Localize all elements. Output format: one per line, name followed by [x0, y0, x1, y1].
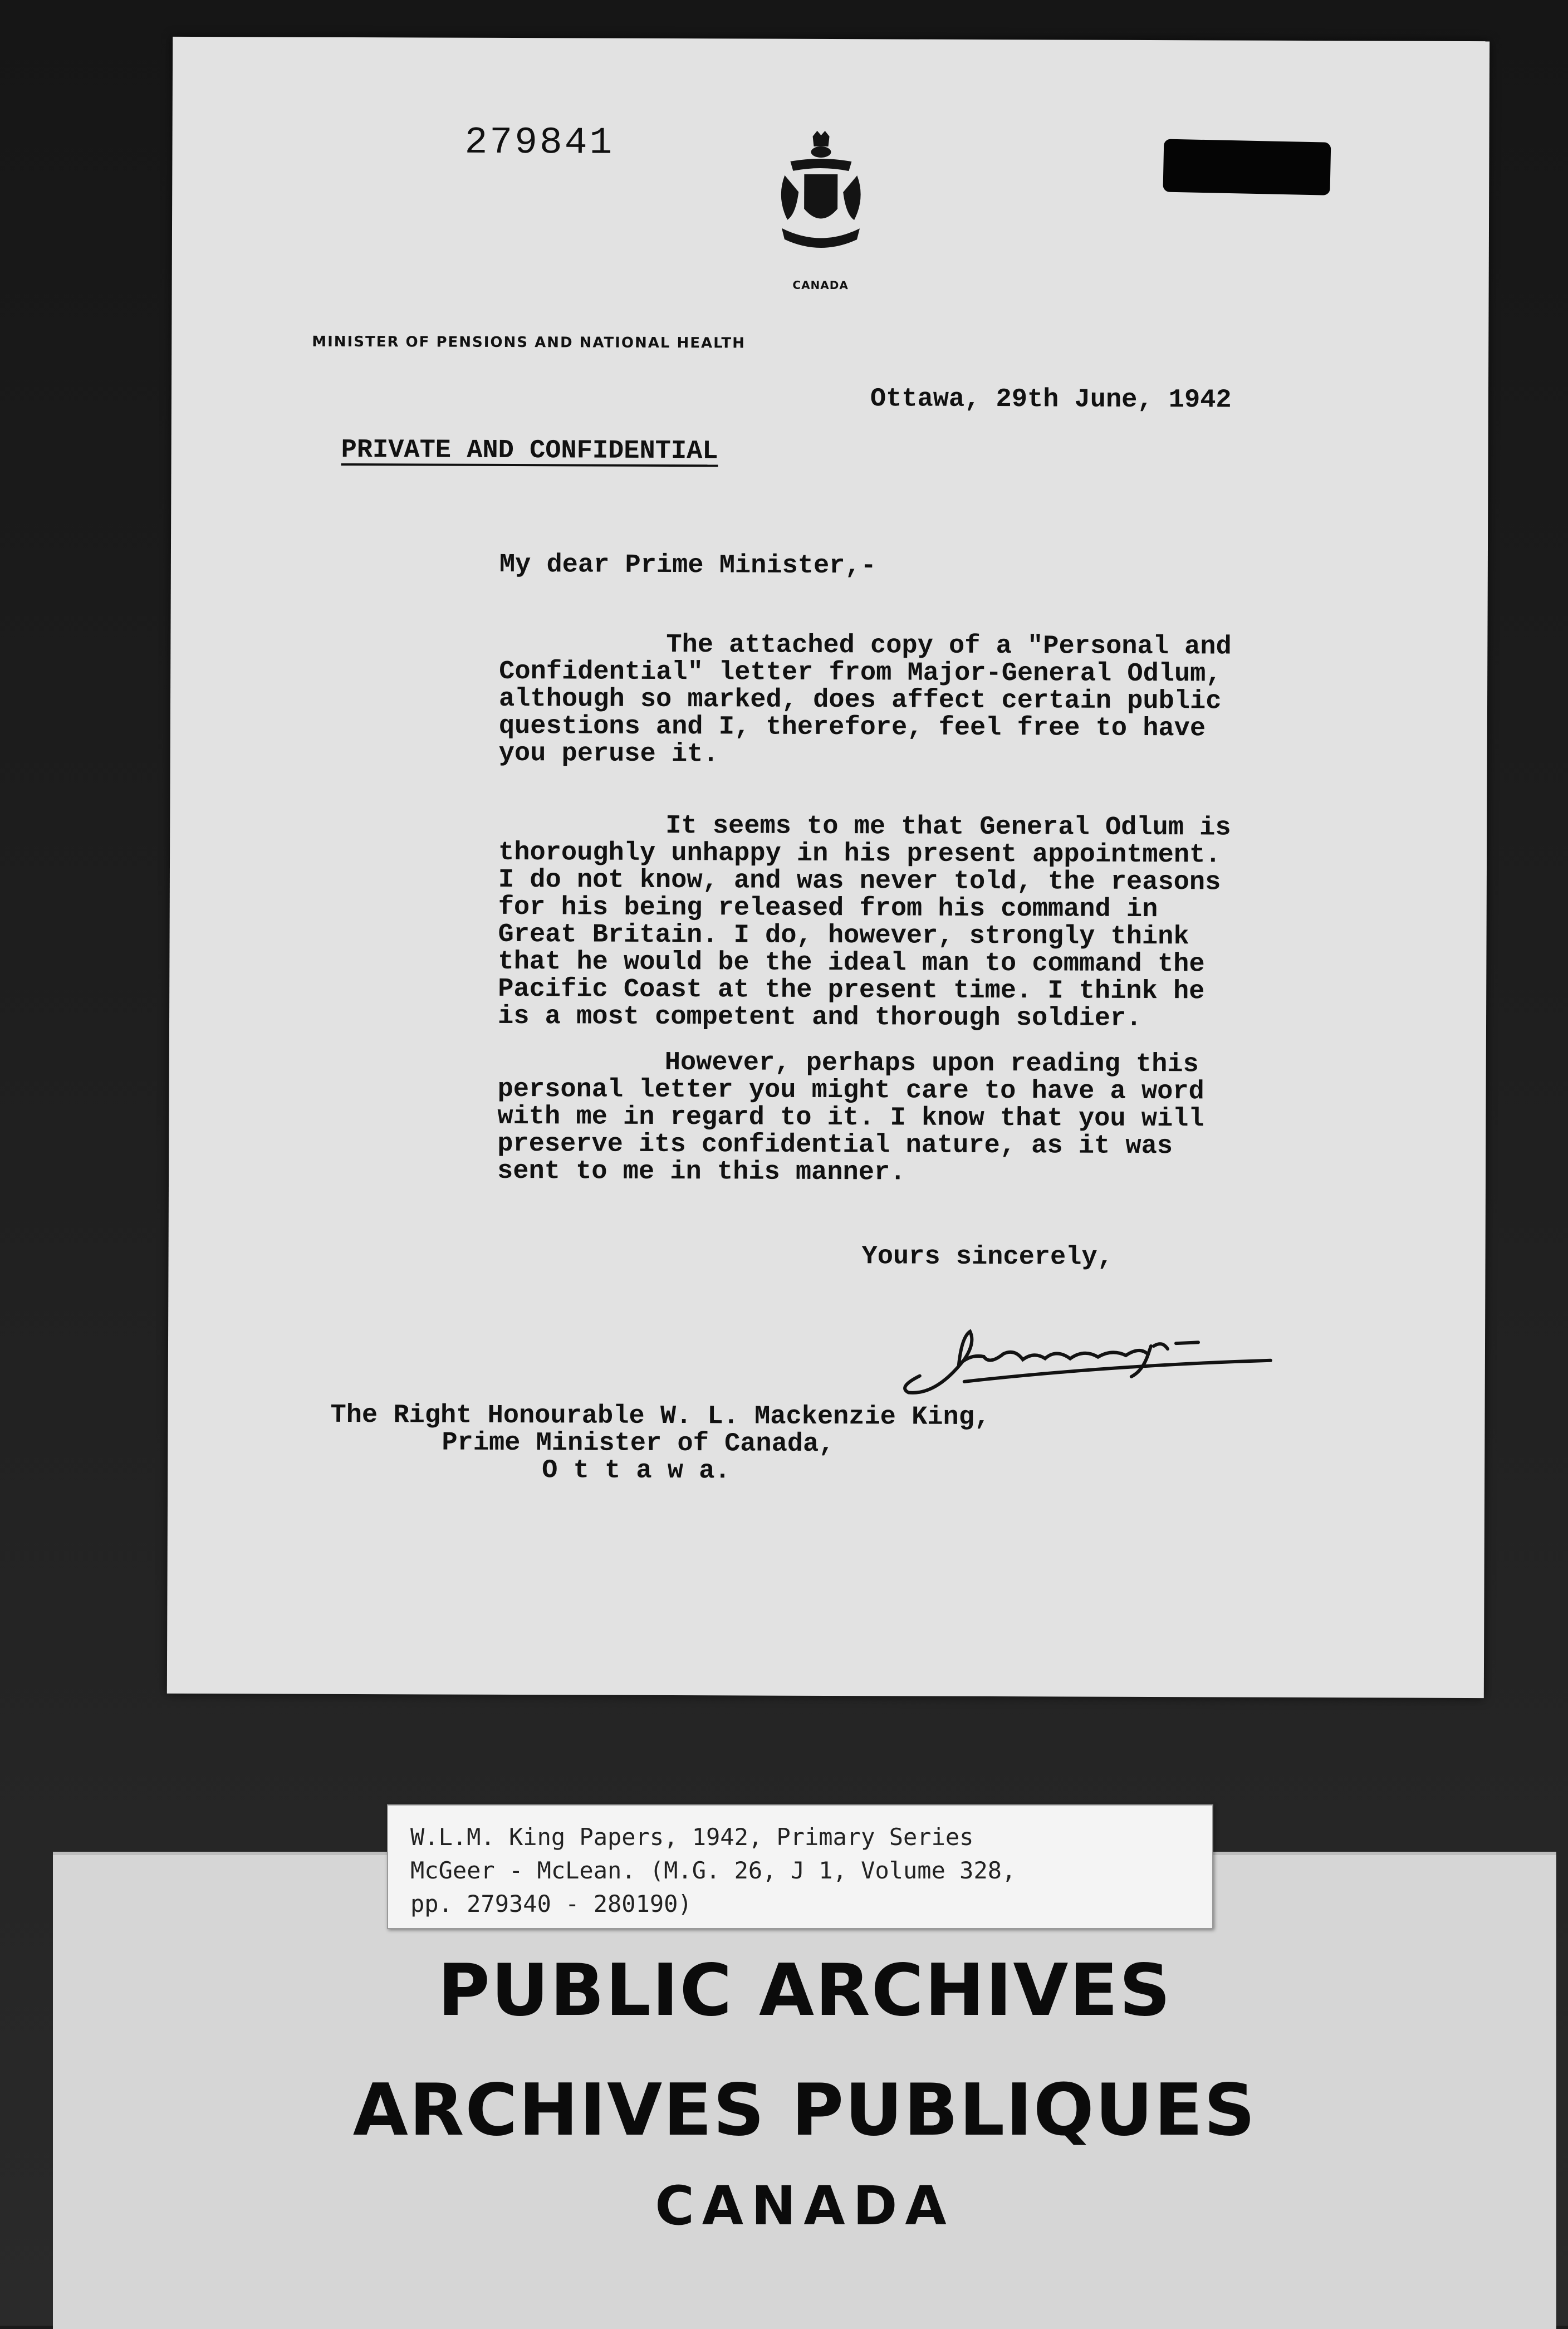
paragraph-line: you peruse it.	[498, 738, 719, 770]
ministry-heading: MINISTER OF PENSIONS AND NATIONAL HEALTH	[312, 333, 746, 352]
paragraph-line: although so marked, does affect certain public	[498, 684, 1222, 717]
paragraph-line: Pacific Coast at the present time. I think he	[498, 974, 1205, 1007]
reference-line: pp. 279340 - 280190)	[410, 1890, 692, 1917]
paragraph-line: It seems to me that General Odlum is	[665, 811, 1231, 843]
paragraph-line: Great Britain. I do, however, strongly think	[498, 919, 1189, 952]
coat-of-arms-icon	[773, 131, 869, 257]
redaction-bar	[1163, 139, 1331, 195]
paragraph-line: Confidential" letter from Major-General Odlum,	[499, 657, 1222, 689]
archive-stamp-line: PUBLIC ARCHIVES	[438, 1949, 1172, 2032]
letter-sheet	[167, 37, 1489, 1698]
archive-stamp-line: CANADA	[655, 2175, 954, 2237]
recipient-line: Prime Minister of Canada,	[442, 1428, 835, 1460]
crest-caption: CANADA	[792, 278, 849, 292]
body-paragraph	[498, 812, 1445, 1034]
recipient-address	[330, 1402, 990, 1486]
reference-line: McGeer - McLean. (M.G. 26, J 1, Volume 328,	[410, 1857, 1016, 1884]
reference-line: W.L.M. King Papers, 1942, Primary Series	[410, 1823, 974, 1851]
paragraph-line: with me in regard to it. I know that you will	[497, 1102, 1204, 1134]
recipient-line: O t t a w a.	[542, 1456, 731, 1486]
body-paragraph	[499, 631, 1446, 771]
recipient-line: The Right Honourable W. L. Mackenzie King,	[330, 1400, 991, 1433]
paragraph-line: personal letter you might care to have a word	[497, 1074, 1204, 1107]
archive-reference-label	[387, 1804, 1213, 1929]
body-paragraph	[497, 1049, 1444, 1188]
document-number: 279841	[464, 121, 615, 165]
paragraph-line: that he would be the ideal man to command the	[498, 947, 1205, 980]
dateline: Ottawa, 29th June, 1942	[870, 384, 1232, 415]
paragraph-line: sent to me in this manner.	[497, 1156, 906, 1188]
paragraph-line: questions and I, therefore, feel free to have	[498, 711, 1206, 744]
archive-stamp-line: ARCHIVES PUBLIQUES	[352, 2069, 1257, 2152]
salutation: My dear Prime Minister,-	[499, 550, 876, 581]
paragraph-line: The attached copy of a "Personal and	[666, 630, 1232, 662]
paragraph-line: for his being released from his command in	[498, 892, 1158, 925]
signature	[886, 1292, 1332, 1405]
confidential-heading: PRIVATE AND CONFIDENTIAL	[341, 435, 718, 467]
paragraph-line: I do not know, and was never told, the reasons	[498, 865, 1221, 898]
paragraph-line: preserve its confidential nature, as it was	[497, 1129, 1173, 1162]
paragraph-line: thoroughly unhappy in his present appointment.	[498, 838, 1221, 870]
paragraph-line: However, perhaps upon reading this	[664, 1048, 1199, 1080]
closing: Yours sincerely,	[861, 1242, 1113, 1273]
paragraph-line: is a most competent and thorough soldier.	[497, 1001, 1142, 1034]
